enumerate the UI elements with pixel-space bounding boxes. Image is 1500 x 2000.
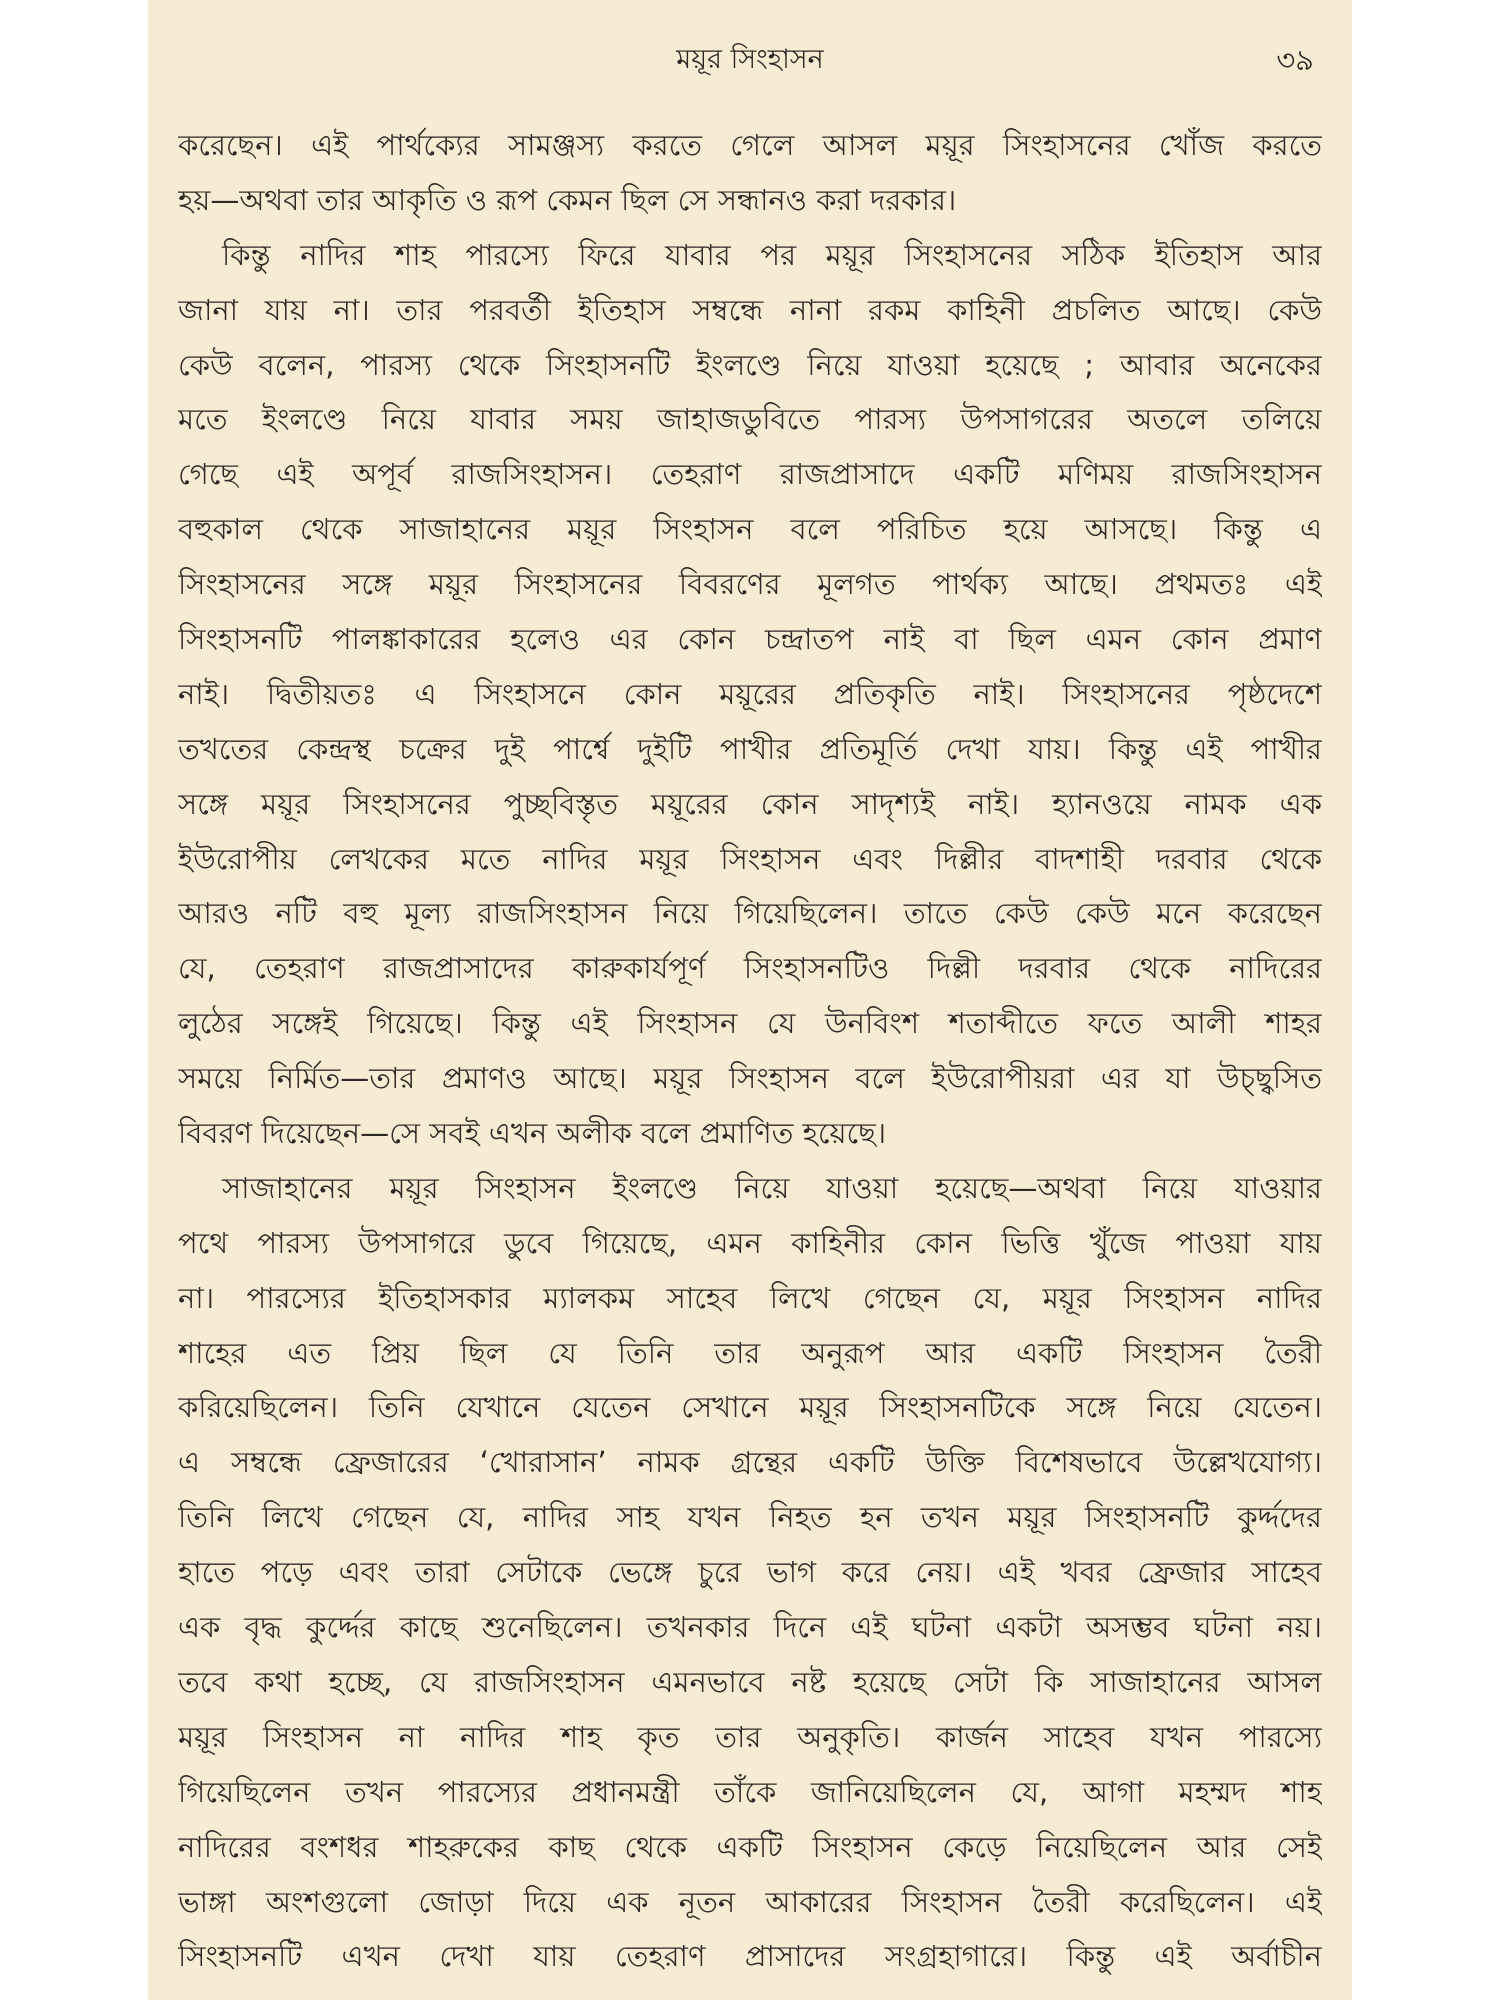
text-line: ইউরোপীয় লেখকের মতে নাদির ময়ূর সিংহাসন এবং দিল্লীর বাদশাহী দরবার থেকে (178, 841, 1322, 876)
text-line: নাদিরের বংশধর শাহরুকের কাছ থেকে একটি সিংহাসন কেড়ে নিয়েছিলেন আর সেই (178, 1829, 1322, 1864)
text-line: করিয়েছিলেন। তিনি যেখানে যেতেন সেখানে ময়ূর সিংহাসনটিকে সঙ্গে নিয়ে যেতেন। (178, 1390, 1322, 1425)
text-line: সিংহাসনটি পালঙ্কাকারের হলেও এর কোন চন্দ্রাতপ নাই বা ছিল এমন কোন প্রমাণ (178, 622, 1322, 657)
text-line: হয়—অথবা তার আকৃতি ও রূপ কেমন ছিল সে সন্ধানও করা দরকার। (178, 182, 957, 217)
page-number: ৩৯ (1276, 43, 1314, 77)
text-line: ভাঙ্গা অংশগুলো জোড়া দিয়ে এক নূতন আকারের সিংহাসন তৈরী করেছিলেন। এই (178, 1884, 1322, 1919)
page-header (148, 38, 1352, 82)
text-line: মতে ইংলণ্ডে নিয়ে যাবার সময় জাহাজডুবিতে পারস্য উপসাগরের অতলে তলিয়ে (178, 402, 1322, 437)
text-line: না। পারস্যের ইতিহাসকার ম্যালকম সাহেব লিখে গেছেন যে, ময়ূর সিংহাসন নাদির (178, 1280, 1322, 1315)
text-line: কিন্তু নাদির শাহ পারস্যে ফিরে যাবার পর ময়ূর সিংহাসনের সঠিক ইতিহাস আর (222, 237, 1322, 272)
text-line: কেউ বলেন, পারস্য থেকে সিংহাসনটি ইংলণ্ডে নিয়ে যাওয়া হয়েছে ; আবার অনেকের (178, 347, 1322, 382)
text-line: লুঠের সঙ্গেই গিয়েছে। কিন্তু এই সিংহাসন যে উনবিংশ শতাব্দীতে ফতে আলী শাহর (178, 1006, 1322, 1041)
text-line: হাতে পড়ে এবং তারা সেটাকে ভেঙ্গে চুরে ভাগ করে নেয়। এই খবর ফ্রেজার সাহেব (178, 1555, 1322, 1590)
text-line: তবে কথা হচ্ছে, যে রাজসিংহাসন এমনভাবে নষ্ট হয়েছে সেটা কি সাজাহানের আসল (178, 1664, 1322, 1699)
text-line: বিবরণ দিয়েছেন—সে সবই এখন অলীক বলে প্রমাণিত হয়েছে। (178, 1116, 887, 1151)
text-line: জানা যায় না। তার পরবর্তী ইতিহাস সম্বন্ধে নানা রকম কাহিনী প্রচলিত আছে। কেউ (178, 292, 1322, 327)
page-body (178, 118, 1322, 1984)
running-title: ময়ূর সিংহাসন (676, 44, 824, 75)
text-line: এ সম্বন্ধে ফ্রেজারের ‘খোরাসান’ নামক গ্রন্থের একটি উক্তি বিশেষভাবে উল্লেখযোগ্য। (178, 1445, 1322, 1480)
text-line: সিংহাসনের সঙ্গে ময়ূর সিংহাসনের বিবরণের মূলগত পার্থক্য আছে। প্রথমতঃ এই (178, 567, 1322, 602)
text-line: যে, তেহরাণ রাজপ্রাসাদের কারুকার্যপূর্ণ সিংহাসনটিও দিল্লী দরবার থেকে নাদিরের (178, 951, 1322, 986)
text-line: সিংহাসনটি এখন দেখা যায় তেহরাণ প্রাসাদের সংগ্রহাগারে। কিন্তু এই অর্বাচীন (178, 1939, 1322, 1974)
text-line: করেছেন। এই পার্থক্যের সামঞ্জস্য করতে গেলে আসল ময়ূর সিংহাসনের খোঁজ করতে (178, 128, 1322, 162)
text-line: শাহের এত প্রিয় ছিল যে তিনি তার অনুরূপ আর একটি সিংহাসন তৈরী (178, 1335, 1322, 1370)
text-line: সঙ্গে ময়ূর সিংহাসনের পুচ্ছবিস্তৃত ময়ূরের কোন সাদৃশ্যই নাই। হ্যানওয়ে নামক এক (178, 786, 1322, 821)
text-line: তিনি লিখে গেছেন যে, নাদির সাহ যখন নিহত হন তখন ময়ূর সিংহাসনটি কুর্দ্দদের (178, 1500, 1322, 1535)
text-line: গিয়েছিলেন তখন পারস্যের প্রধানমন্ত্রী তাঁকে জানিয়েছিলেন যে, আগা মহম্মদ শাহ (178, 1774, 1322, 1809)
text-line: বহুকাল থেকে সাজাহানের ময়ূর সিংহাসন বলে পরিচিত হয়ে আসছে। কিন্তু এ (178, 512, 1322, 547)
text-line: আরও নটি বহু মূল্য রাজসিংহাসন নিয়ে গিয়েছিলেন। তাতে কেউ কেউ মনে করেছেন (178, 896, 1322, 931)
text-line: সময়ে নির্মিত—তার প্রমাণও আছে। ময়ূর সিংহাসন বলে ইউরোপীয়রা এর যা উচ্ছ্বসিত (178, 1061, 1322, 1096)
text-line: এক বৃদ্ধ কুর্দ্দের কাছে শুনেছিলেন। তখনকার দিনে এই ঘটনা একটা অসম্ভব ঘটনা নয়। (178, 1610, 1322, 1645)
text-line: গেছে এই অপূর্ব রাজসিংহাসন। তেহরাণ রাজপ্রাসাদে একটি মণিময় রাজসিংহাসন (178, 457, 1322, 492)
book-page (148, 0, 1352, 2000)
text-line: তখতের কেন্দ্রস্থ চক্রের দুই পার্শ্বে দুইটি পাখীর প্রতিমূর্তি দেখা যায়। কিন্তু এই পাখীর (178, 731, 1322, 766)
text-line: নাই। দ্বিতীয়তঃ এ সিংহাসনে কোন ময়ূরের প্রতিকৃতি নাই। সিংহাসনের পৃষ্ঠদেশে (178, 676, 1322, 711)
text-line: ময়ূর সিংহাসন না নাদির শাহ কৃত তার অনুকৃতি। কার্জন সাহেব যখন পারস্যে (178, 1719, 1322, 1754)
text-line: সাজাহানের ময়ূর সিংহাসন ইংলণ্ডে নিয়ে যাওয়া হয়েছে—অথবা নিয়ে যাওয়ার (222, 1170, 1322, 1205)
text-line: পথে পারস্য উপসাগরে ডুবে গিয়েছে, এমন কাহিনীর কোন ভিত্তি খুঁজে পাওয়া যায় (178, 1225, 1322, 1260)
